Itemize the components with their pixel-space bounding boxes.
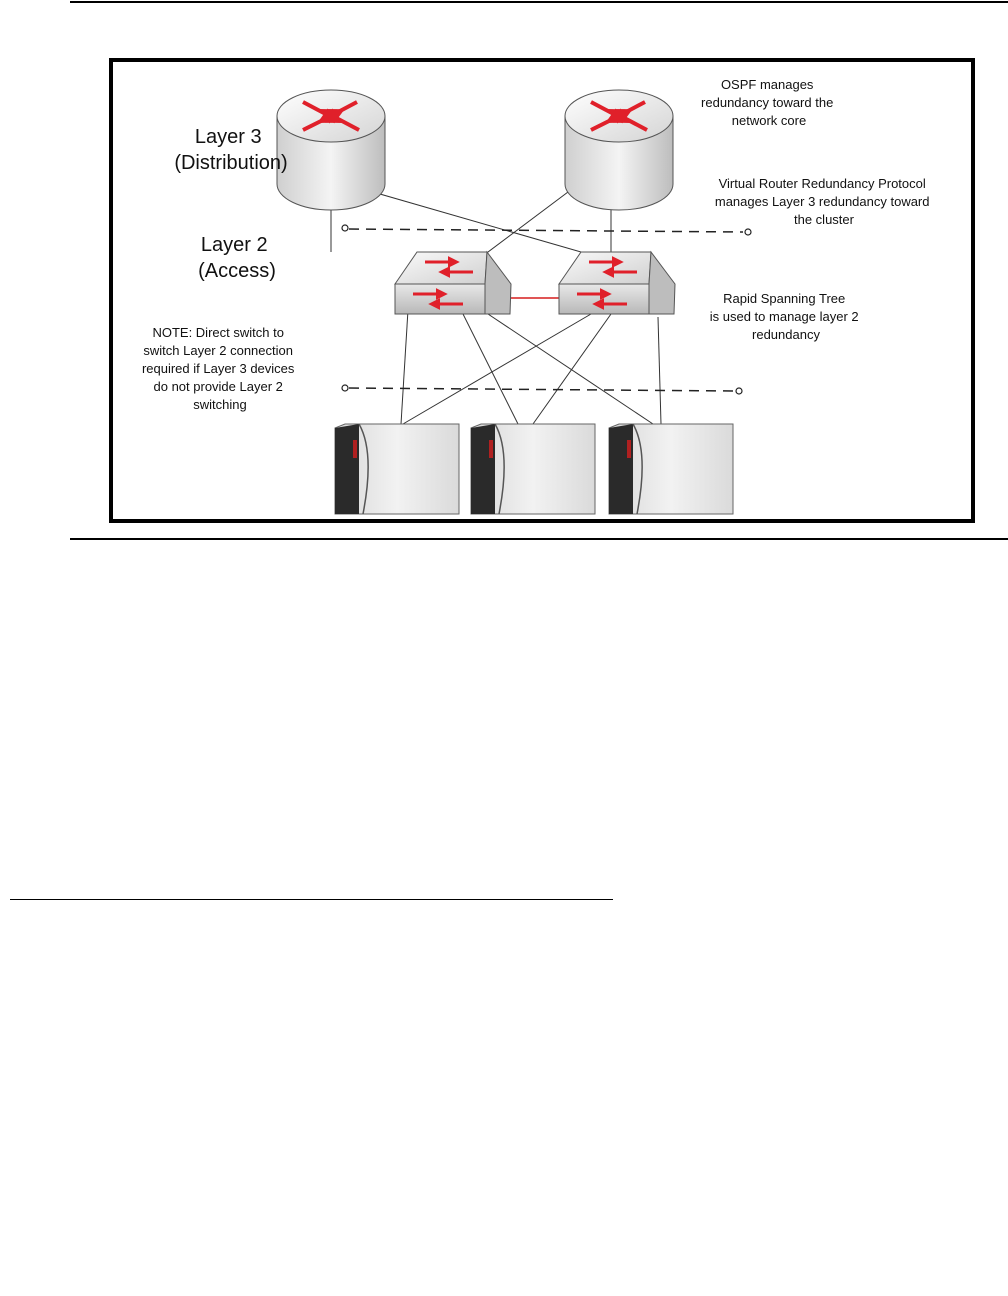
link-switch1-server2 bbox=[463, 314, 518, 424]
server-3 bbox=[609, 424, 733, 514]
ospf-note: OSPF manages redundancy toward the network core bbox=[701, 77, 834, 128]
link-switch2-server2 bbox=[533, 314, 611, 424]
link-switch2-server1 bbox=[403, 314, 591, 424]
server-2 bbox=[471, 424, 595, 514]
link-switch1-server3 bbox=[485, 312, 653, 424]
server-1 bbox=[335, 424, 459, 514]
layer-boundary-lower bbox=[342, 385, 742, 394]
rstp-note: Rapid Spanning Tree is used to manage layer 2 redundancy bbox=[709, 291, 859, 342]
link-switch1-server1 bbox=[401, 310, 408, 424]
layer-boundary-upper bbox=[342, 225, 751, 235]
router-2 bbox=[565, 90, 673, 210]
switch-2 bbox=[559, 252, 675, 314]
network-diagram bbox=[113, 62, 971, 519]
network-diagram-frame bbox=[109, 58, 975, 523]
bottom-rule bbox=[70, 538, 1008, 540]
layer3-label: Layer 3 (Distribution) bbox=[174, 126, 288, 174]
switch-1 bbox=[395, 252, 511, 314]
link-switch2-server3 bbox=[658, 317, 661, 424]
footnote-rule bbox=[10, 899, 613, 900]
router-1 bbox=[277, 90, 385, 210]
vrrp-note: Virtual Router Redundancy Protocol manages Layer 3 redundancy toward the cluster bbox=[714, 176, 930, 227]
switch-note: NOTE: Direct switch to switch Layer 2 connection required if Layer 3 devices do not provide Layer 2 switching bbox=[141, 325, 295, 412]
top-rule bbox=[70, 1, 1008, 3]
layer2-label: Layer 2 (Access) bbox=[198, 234, 276, 282]
